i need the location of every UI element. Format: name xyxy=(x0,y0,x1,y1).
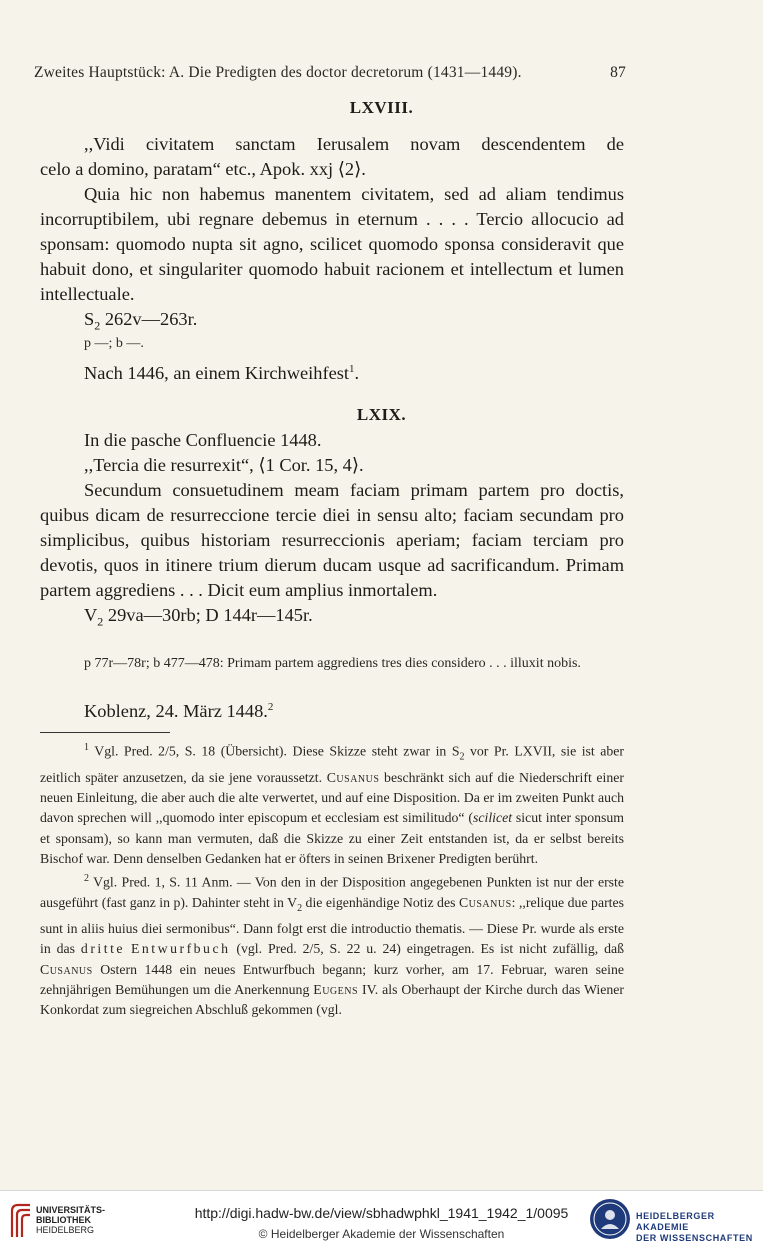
sermon-69-date xyxy=(40,695,624,724)
footnote-2-name-1: Cusanus xyxy=(458,895,512,911)
footnote-2-number: 2 xyxy=(84,873,89,885)
footnote-2-text-g: IV. als Oberhaupt der Kirche durch das Wiener Konkordat zum siegreichen Abschluß gekommen (vgl. xyxy=(40,981,624,1018)
sermon-68-date xyxy=(40,357,624,386)
sermon-68-date-end: . xyxy=(354,363,360,384)
sermon-69-source xyxy=(40,603,624,635)
footnote-2-text-b: die eigenhändige Notiz des xyxy=(302,895,459,911)
sermon-69-source-rest: 29va—30rb; D 144r—145r. xyxy=(103,605,313,625)
sermon-68-incipit-line2: celo a domino, paratam“ etc., Apok. xxj ⟨2⟩. xyxy=(40,159,366,179)
academy-name xyxy=(636,1211,763,1244)
sermon-68-source-sub: 2 xyxy=(94,318,101,333)
footnote-1-number: 1 xyxy=(84,742,89,753)
footnote-1 xyxy=(40,738,624,869)
footnote-1-name: Cusanus xyxy=(326,769,380,785)
sermon-69-manuscripts: p 77r—78r; b 477—478: Primam partem aggrediens tres dies considero . . . illuxit nobis. xyxy=(84,656,581,671)
footnote-2-text-e: (vgl. Pred. 2/5, S. 22 u. 24) eingetragen. Es ist nicht zufällig, daß xyxy=(230,941,625,957)
sermon-68-title: LXVIII. xyxy=(349,98,414,117)
footnote-2-spaced-2: Entwurfbuch xyxy=(130,941,231,957)
page-number: 87 xyxy=(610,64,626,81)
sermon-69-date-block xyxy=(40,695,624,724)
sermon-68-source-rest: 262v—263r. xyxy=(100,309,198,329)
academy-seal-icon xyxy=(588,1197,632,1241)
footnote-separator xyxy=(40,732,170,733)
footnote-2-text-c: : ,,relique due partes sunt in aliis huius diei sermonibus“. Dann folgt erst die introductio thematis. — Diese Pr. wurde als erste in das xyxy=(40,895,624,957)
sermon-69-title: LXIX. xyxy=(356,405,407,424)
sermon-69-paragraph: Secundum consuetudinem meam faciam primam partem pro doctis, quibus dicam de resurreccione tercie diei in sensu alto; faciam secundam pro simplicibus, quibus historiam resurreccionis aperiam; faciam terciam pro devotis, quos in itinere trium dierum ducam usque ad sacrificandum. Primam partem aggrediens . . . Dicit eum amplius inmortalem. xyxy=(40,480,624,600)
footnote-ref-2: 2 xyxy=(267,701,274,713)
sermon-69-manuscripts-block xyxy=(40,654,624,674)
footnotes xyxy=(40,738,624,1021)
footnote-ref-1: 1 xyxy=(349,363,355,375)
sermon-68-date-block xyxy=(40,357,624,386)
ub-line-3: HEIDELBERG xyxy=(36,1225,95,1235)
footnote-2 xyxy=(40,869,624,1020)
footnote-1-text-d: sicut inter sponsum et sponsam), so kann man vermuten, daß die Skizze zu einer Zeit entstanden ist, da er selbst bereits Bischof war. Denn denselben Gedanken hat er öfters in seinen Brixener Predigten berührt. xyxy=(40,810,624,866)
sermon-69-incipit: ,,Tercia die resurrexit“, ⟨1 Cor. 15, 4⟩. xyxy=(84,455,364,475)
sermon-69-body xyxy=(40,428,624,635)
sermon-68-paragraph: Quia hic non habemus manentem civitatem, sed ad aliam tendimus incorruptibilem, ubi regnare debemus in eternum . . . . Tercio allocucio ad sponsam: quomodo nupta sit agno, scilicet quomodo sponsa consideravit que habuit dono, et singulariter quomodo habuit racionem et intellectum et lumen intellectuale. xyxy=(40,184,624,304)
running-head-title: Zweites Hauptstück: A. Die Predigten des doctor decretorum (1431—1449). xyxy=(34,64,522,81)
footnote-1-sub: 2 xyxy=(459,751,465,763)
sermon-68-source-prefix: S xyxy=(84,309,95,329)
footnote-1-text-c: beschränkt sich auf die Niederschrift einer neuen Einleitung, die aber auch die alte verwertet, und auf eine Disposition. Da er im zweiten Punkt auch davon sprechen will ,,quomodo inter episcopum et ecclesiam est similitudo“ ( xyxy=(40,769,624,826)
sermon-68-manuscripts: p —; b —. xyxy=(84,336,144,351)
sermon-68-incipit-line1: ,,Vidi civitatem sanctam Ierusalem novam descendentem de xyxy=(84,134,624,154)
viewer-footer xyxy=(0,1190,763,1249)
footnote-2-name-3: Eugens xyxy=(313,981,359,997)
sermon-69-source-sub: 2 xyxy=(97,614,104,629)
footnote-2-name-2: Cusanus xyxy=(40,961,93,977)
sermon-69-source-prefix: V xyxy=(84,605,98,625)
sermon-68-body xyxy=(40,132,624,339)
academy-line-2: DER WISSENSCHAFTEN xyxy=(636,1233,753,1243)
ub-line-2: BIBLIOTHEK xyxy=(36,1215,91,1225)
footnote-2-sub: 2 xyxy=(297,902,303,914)
sermon-68-manuscripts-block xyxy=(40,334,624,354)
footnote-2-text-f: Ostern 1448 ein neues Entwurfbuch begann; kurz vorher, am 17. Februar, waren seine zehnjährigen Bemühungen um die Anerkennung xyxy=(40,961,624,997)
sermon-69-date-text: Koblenz, 24. März 1448. xyxy=(84,701,268,722)
footnote-1-text-b: vor Pr. LXVII, sie ist aber zeitlich später anzusetzen, da sie jene voraussetzt. xyxy=(40,743,625,785)
sermon-69-occasion: In die pasche Confluencie 1448. xyxy=(84,430,322,450)
copyright-notice: © Heidelberger Akademie der Wissenschaften xyxy=(258,1227,505,1241)
permalink-url[interactable]: http://digi.hadw-bw.de/view/sbhadwphkl_1941_1942_1/0095 xyxy=(194,1205,569,1221)
footnote-1-text-a: Vgl. Pred. 2/5, S. 18 (Übersicht). Diese Skizze steht zwar in S xyxy=(94,743,460,759)
sermon-68-date-text: Nach 1446, an einem Kirchweihfest xyxy=(84,363,350,384)
running-head xyxy=(34,64,626,82)
footnote-1-italic: scilicet xyxy=(473,810,513,826)
footnote-2-spaced-1: dritte xyxy=(80,941,126,957)
academy-line-1: HEIDELBERGER AKADEMIE xyxy=(636,1211,715,1232)
footnote-2-text-a: Vgl. Pred. 1, S. 11 Anm. — Von den in der Disposition angegebenen Punkten ist nur der erste ausgeführt (fast ganz in p). Dahinter steht in V xyxy=(40,874,624,911)
ub-line-1: UNIVERSITÄTS- xyxy=(36,1205,106,1215)
